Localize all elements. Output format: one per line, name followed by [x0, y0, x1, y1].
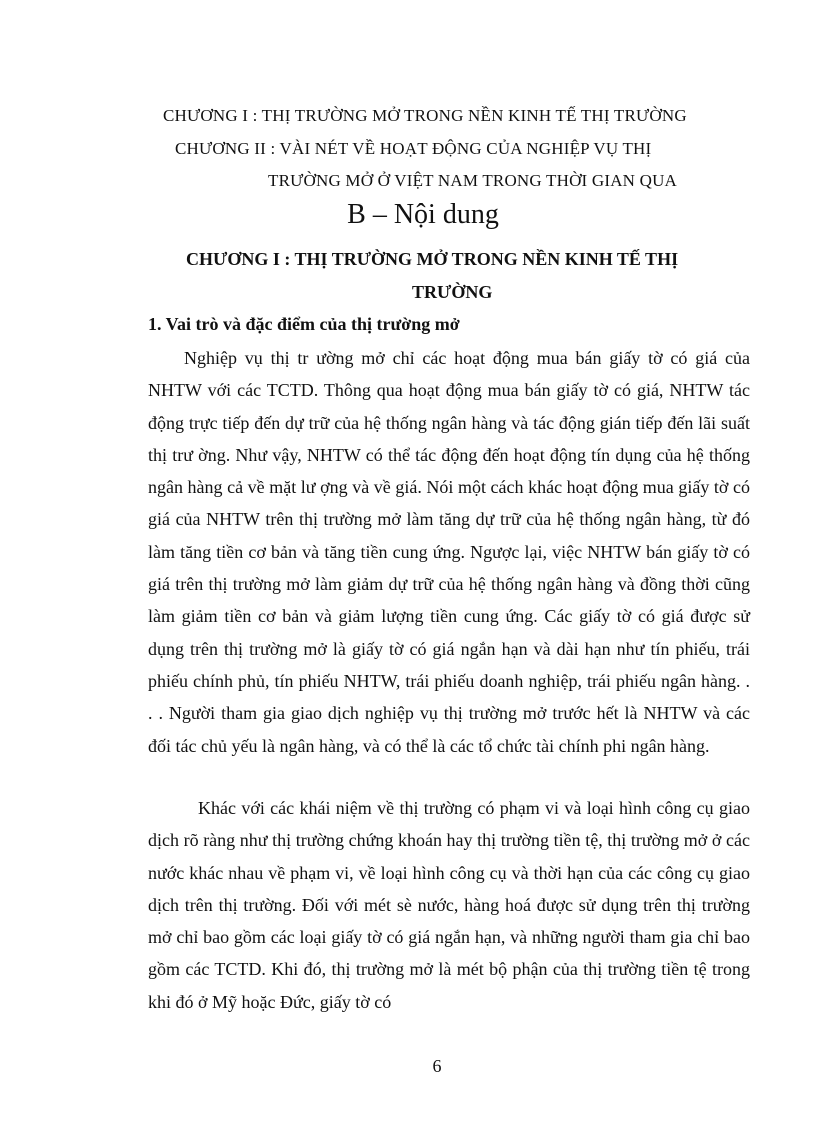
- chapter-title: CHƯƠNG I : THỊ TRƯỜNG MỞ TRONG NỀN KINH TẾ THỊ: [186, 249, 679, 269]
- toc-line: CHƯƠNG I : THỊ TRƯỜNG MỞ TRONG NỀN KINH TẾ THỊ TRƯỜNG: [163, 106, 687, 125]
- toc-line: CHƯƠNG II : VÀI NÉT VỀ HOẠT ĐỘNG CỦA NGHIỆP VỤ THỊ: [175, 139, 652, 158]
- chapter-title: TRƯỜNG: [412, 282, 493, 302]
- section-heading: 1. Vai trò và đặc điểm của thị trường mở: [148, 314, 460, 334]
- section-title: B – Nội dung: [347, 199, 499, 230]
- page-number: 6: [432, 1056, 442, 1076]
- body-paragraph: Nghiệp vụ thị tr ường mở chỉ các hoạt động mua bán giấy tờ có giá của NHTW với các TCTD. Thông qua hoạt động mua bán giấy tờ có giá, NHTW tác động trực tiếp đến dự trữ của hệ thống ngân hàng và tác động gián tiếp đến lãi suất thị trư ờng. Như vậy, NHTW có thể tác động đến hoạt động tín dụng của hệ thống ngân hàng cả về mặt lư ợng và về giá. Nói một cách khác hoạt động mua giấy tờ có giá của NHTW trên thị trường mở làm tăng dự trữ của hệ thống ngân hàng, từ đó làm tăng tiền cơ bản và tăng tiền cung ứng. Ngược lại, việc NHTW bán giấy tờ có giá trên thị trường mở làm giảm dự trữ của hệ thống ngân hàng và đồng thời cũng làm giảm tiền cơ bản và giảm lượng tiền cung ứng. Các giấy tờ có giá được sử dụng trên thị trường mở là giấy tờ có giá ngắn hạn và dài hạn như tín phiếu, trái phiếu chính phủ, tín phiếu NHTW, trái phiếu doanh nghiệp, trái phiếu ngân hàng. . . . Người tham gia giao dịch nghiệp vụ thị trường mở trước hết là NHTW và các đối tác chủ yếu là ngân hàng, và có thể là các tổ chức tài chính phi ngân hàng.: [148, 348, 750, 756]
- toc-line: TRƯỜNG MỞ Ở VIỆT NAM TRONG THỜI GIAN QUA: [268, 171, 678, 190]
- body-paragraph: Khác với các khái niệm về thị trường có phạm vi và loại hình công cụ giao dịch rõ ràng như thị trường chứng khoán hay thị trường tiền tệ, thị trường mở ở các nước khác nhau về phạm vi, về loại hình công cụ và thời hạn của các công cụ giao dịch trên thị trường. Đối với mét sè nước, hàng hoá được sử dụng trên thị trường mở chỉ bao gồm các loại giấy tờ có giá ngắn hạn, và những người tham gia chỉ bao gồm các TCTD. Khi đó, thị trường mở là mét bộ phận của thị trường tiền tệ trong khi đó ở Mỹ hoặc Đức, giấy tờ có: [148, 798, 750, 1012]
